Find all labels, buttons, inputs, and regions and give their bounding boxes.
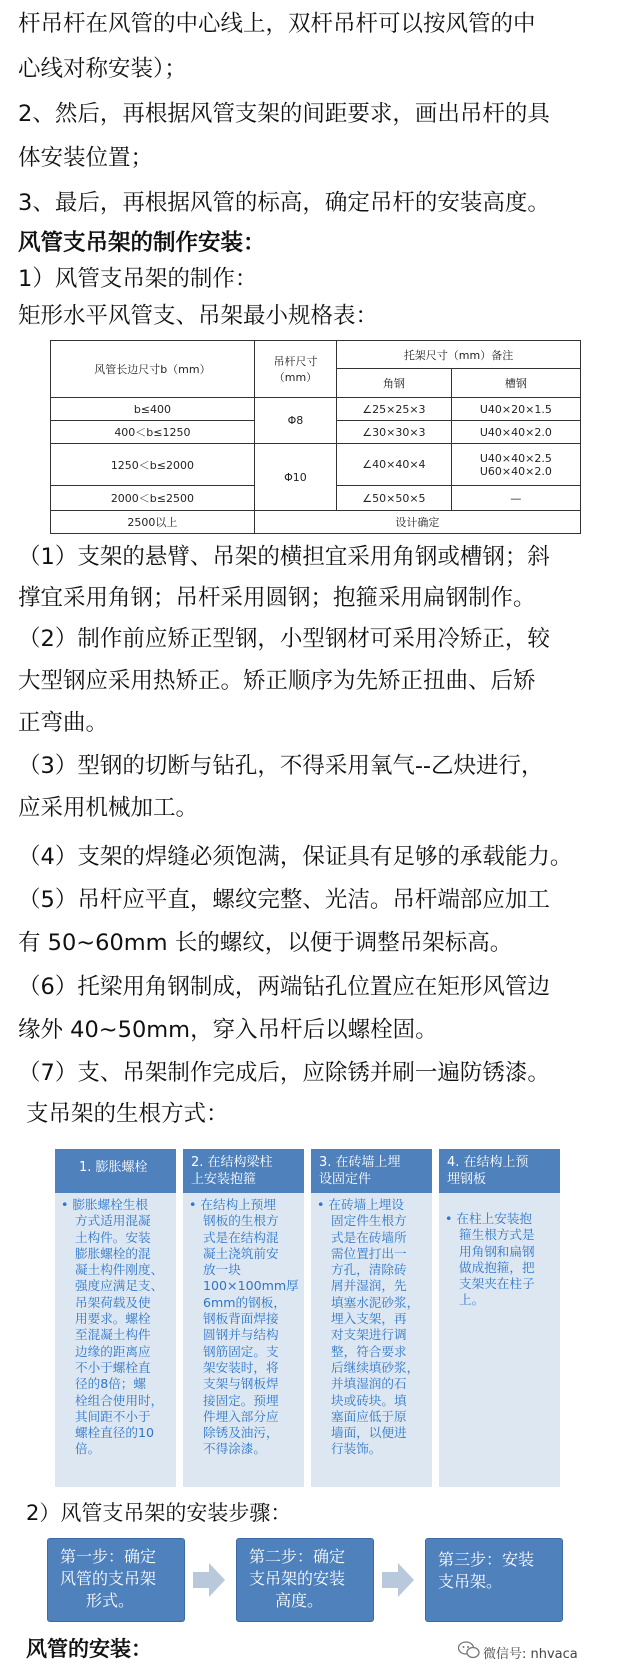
cell-channel: U40×20×1.5 bbox=[451, 397, 580, 420]
item-line: （4）支架的焊缝必须饱满，保证具有足够的承载能力。 bbox=[18, 844, 573, 870]
cell-channel-line: U40×40×2.5 bbox=[479, 451, 552, 465]
method-text-line: • 膨胀螺栓生根 bbox=[61, 1197, 148, 1212]
method-text-line: 至混凝土构件 bbox=[75, 1327, 151, 1343]
method-text-line: • 在柱上安装抱 bbox=[445, 1211, 532, 1226]
method-text-line: 圆钢并与结构 bbox=[203, 1327, 279, 1343]
method-text-line: 土构件。安装 bbox=[75, 1229, 151, 1245]
item-line: 有 50~60mm 长的螺纹，以便于调整吊架标高。 bbox=[18, 930, 513, 956]
item-line: （1）支架的悬臂、吊架的横担宜采用角钢或槽钢；斜 bbox=[18, 544, 550, 570]
step-text-line: 第三步：安装 bbox=[438, 1550, 535, 1569]
method-text-line: 栓组合使用时， bbox=[75, 1392, 164, 1408]
method-text-line: 钢板的生根方 bbox=[203, 1213, 279, 1229]
wechat-icon bbox=[458, 1641, 480, 1659]
method-card-embedded-plate bbox=[439, 1149, 560, 1487]
method-body bbox=[311, 1193, 432, 1458]
method-text-line: 屑并湿润，先 bbox=[331, 1278, 407, 1294]
method-text-line: 式是在结构混 bbox=[203, 1229, 279, 1245]
method-text-line: 用要求。螺栓 bbox=[75, 1311, 151, 1327]
method-text-line: 架安装时，将 bbox=[203, 1359, 279, 1375]
paragraph-line: 杆吊杆在风管的中心线上，双杆吊杆可以按风管的中 bbox=[18, 11, 536, 37]
method-title bbox=[55, 1149, 176, 1193]
method-text-line: 凝土构件刚度、 bbox=[75, 1262, 164, 1278]
method-text-line: 支架与钢板焊 bbox=[203, 1376, 279, 1392]
method-title-line: 设固定件 bbox=[319, 1172, 372, 1187]
method-text-line: 边缘的距离应 bbox=[75, 1343, 151, 1359]
header-rod-line: 吊杆尺寸 bbox=[273, 354, 318, 368]
method-text-line: 其间距不小于 bbox=[75, 1408, 151, 1424]
step-text-line: 第一步：确定 bbox=[60, 1547, 157, 1566]
method-text-line: 100×100mm厚 bbox=[203, 1278, 299, 1294]
item-line: （2）制作前应矫正型钢，小型钢材可采用冷矫正，较 bbox=[18, 626, 550, 652]
method-text-line: 需位置打出一 bbox=[331, 1245, 407, 1261]
method-text-line: 行装饰。 bbox=[331, 1441, 382, 1457]
method-text-line: 塞面应低于原 bbox=[331, 1408, 407, 1424]
item-line: 正弯曲。 bbox=[18, 710, 109, 736]
method-text-line: 埋入支架，再 bbox=[331, 1311, 407, 1327]
method-body bbox=[55, 1193, 176, 1458]
item-line: （3）型钢的切断与钻孔，不得采用氧气--乙炔进行， bbox=[18, 753, 544, 779]
method-text-line: 径的8倍；螺 bbox=[75, 1376, 146, 1392]
cell-channel-line: U60×40×2.0 bbox=[479, 464, 552, 478]
method-text-line: 钢板背面焊接 bbox=[203, 1311, 279, 1327]
cell-channel: U40×40×2.0 bbox=[451, 421, 580, 444]
method-text-line: 用角钢和扁钢 bbox=[459, 1243, 535, 1259]
paragraph-line: 3、最后，再根据风管的标高，确定吊杆的安装高度。 bbox=[18, 190, 550, 216]
cell-rod: Φ10 bbox=[254, 444, 336, 510]
item-line: 撑宜采用角钢；吊杆采用圆钢；抱箍采用扁钢制作。 bbox=[18, 585, 536, 611]
item-line: 缘外 40~50mm，穿入吊杆后以螺栓固。 bbox=[18, 1017, 438, 1043]
method-text-line: 后继续填砂浆， bbox=[331, 1359, 420, 1375]
header-rod-size bbox=[254, 341, 336, 398]
cell-side: 1250＜b≤2000 bbox=[51, 444, 255, 486]
section-heading: 风管支吊架的制作安装： bbox=[18, 230, 266, 256]
step-text-line: 形式。 bbox=[86, 1591, 135, 1610]
method-card-hoop bbox=[183, 1149, 304, 1487]
method-text-line: 墙面，以便进 bbox=[331, 1425, 407, 1441]
method-text-line: 做成抱箍，把 bbox=[459, 1259, 535, 1275]
method-text-line: 吊架荷载及使 bbox=[75, 1294, 151, 1310]
method-text-line: 钢筋固定。支 bbox=[203, 1343, 279, 1359]
method-text-line: 放一块 bbox=[203, 1262, 241, 1278]
method-text-line: 整，符合要求 bbox=[331, 1343, 407, 1359]
cell-rod: Φ8 bbox=[254, 397, 336, 443]
method-body bbox=[439, 1193, 560, 1309]
step-box-3 bbox=[425, 1538, 563, 1622]
method-text-line: 式是在砖墙所 bbox=[331, 1229, 407, 1245]
method-text-line: 不得涂漆。 bbox=[203, 1441, 266, 1457]
step-text-line: 第二步：确定 bbox=[249, 1547, 346, 1566]
table-caption: 矩形水平风管支、吊架最小规格表： bbox=[18, 303, 379, 329]
cell-design: 设计确定 bbox=[254, 510, 580, 533]
method-title bbox=[311, 1149, 432, 1193]
method-text-line: 不小于螺栓直 bbox=[75, 1359, 151, 1375]
method-text-line: 方孔，清除砖 bbox=[331, 1262, 407, 1278]
header-side-length: 风管长边尺寸b（mm） bbox=[51, 341, 255, 398]
method-title-line: 1. 膨胀螺栓 bbox=[79, 1160, 148, 1175]
paragraph-line: 2、然后，再根据风管支架的间距要求，画出吊杆的具 bbox=[18, 101, 550, 127]
cell-side: 2000＜b≤2500 bbox=[51, 486, 255, 510]
method-text-line: 倍。 bbox=[75, 1441, 101, 1457]
item-line: （7）支、吊架制作完成后，应除锈并刷一遍防锈漆。 bbox=[18, 1060, 550, 1086]
step-box-1 bbox=[47, 1538, 185, 1622]
method-text-line: 块或砖块。填 bbox=[331, 1392, 407, 1408]
method-text-line: • 在结构上预埋 bbox=[189, 1197, 276, 1212]
cell-angle: ∠40×40×4 bbox=[337, 444, 452, 486]
cell-channel: — bbox=[451, 486, 580, 510]
header-rod-line: （mm） bbox=[273, 370, 318, 384]
step-text-line: 风管的支吊架 bbox=[60, 1569, 157, 1588]
item-line: 应采用机械加工。 bbox=[18, 795, 199, 821]
method-text-line: 箍生根方式是 bbox=[459, 1227, 535, 1243]
method-text-line: 螺栓直径的10 bbox=[75, 1425, 154, 1441]
header-channel-steel: 槽钢 bbox=[451, 369, 580, 397]
method-text-line: 件埋入部分应 bbox=[203, 1408, 279, 1424]
method-title-line: 2. 在结构梁柱 bbox=[191, 1155, 273, 1170]
method-text-line: 方式适用混凝 bbox=[75, 1213, 151, 1229]
cell-angle: ∠50×50×5 bbox=[337, 486, 452, 510]
method-text-line: 固定件生根方 bbox=[331, 1213, 407, 1229]
step-text-line: 高度。 bbox=[275, 1591, 324, 1610]
method-title bbox=[183, 1149, 304, 1193]
method-text-line: 强度应满足支、 bbox=[75, 1278, 164, 1294]
header-angle-steel: 角钢 bbox=[337, 369, 452, 397]
item-line: （6）托梁用角钢制成，两端钻孔位置应在矩形风管边 bbox=[18, 974, 550, 1000]
header-bracket-size: 托架尺寸（mm）备注 bbox=[337, 341, 581, 369]
arrow-right-icon bbox=[193, 1563, 225, 1597]
method-text-line: 6mm的钢板， bbox=[203, 1294, 286, 1310]
section-heading: 支吊架的生根方式： bbox=[26, 1101, 229, 1127]
method-text-line: 膨胀螺栓的混 bbox=[75, 1245, 151, 1261]
method-text-line: 凝土浇筑前安 bbox=[203, 1245, 279, 1261]
method-text-line: 对支架进行调 bbox=[331, 1327, 407, 1343]
method-text-line: • 在砖墙上埋设 bbox=[317, 1197, 404, 1212]
method-text-line: 并填湿润的石 bbox=[331, 1376, 407, 1392]
cell-side: b≤400 bbox=[51, 397, 255, 420]
method-body bbox=[183, 1193, 304, 1458]
section-heading: 风管的安装： bbox=[26, 1637, 152, 1661]
method-title-line: 上安装抱箍 bbox=[191, 1172, 257, 1187]
subsection-heading: 2）风管支吊架的安装步骤： bbox=[26, 1501, 292, 1525]
step-text-line: 支吊架。 bbox=[438, 1572, 503, 1591]
method-text-line: 填塞水泥砂浆， bbox=[331, 1294, 420, 1310]
step-text-line: 支吊架的安装 bbox=[249, 1569, 346, 1588]
step-box-2 bbox=[236, 1538, 374, 1622]
method-title bbox=[439, 1149, 560, 1193]
paragraph-line: 心线对称安装）； bbox=[18, 56, 187, 82]
method-title-line: 3. 在砖墙上埋 bbox=[319, 1155, 401, 1170]
method-title-line: 埋钢板 bbox=[447, 1172, 487, 1187]
spec-table bbox=[50, 340, 581, 534]
method-card-brick-wall bbox=[311, 1149, 432, 1487]
cell-angle: ∠25×25×3 bbox=[337, 397, 452, 420]
cell-channel bbox=[451, 444, 580, 486]
item-line: 大型钢应采用热矫正。矫正顺序为先矫正扭曲、后矫 bbox=[18, 668, 536, 694]
cell-side: 2500以上 bbox=[51, 510, 255, 533]
cell-side: 400＜b≤1250 bbox=[51, 421, 255, 444]
method-text-line: 接固定。预埋 bbox=[203, 1392, 279, 1408]
watermark-text: 微信号: nhvaca bbox=[483, 1647, 578, 1662]
method-text-line: 支架夹在柱子 bbox=[459, 1276, 535, 1292]
method-title-line: 4. 在结构上预 bbox=[447, 1155, 529, 1170]
paragraph-line: 体安装位置； bbox=[18, 145, 154, 171]
cell-angle: ∠30×30×3 bbox=[337, 421, 452, 444]
item-line: （5）吊杆应平直，螺纹完整、光洁。吊杆端部应加工 bbox=[18, 887, 550, 913]
method-text-line: 除锈及油污， bbox=[203, 1425, 279, 1441]
subsection-heading: 1）风管支吊架的制作： bbox=[18, 266, 258, 292]
arrow-right-icon bbox=[382, 1563, 414, 1597]
method-card-expansion-bolt bbox=[55, 1149, 176, 1487]
method-text-line: 上。 bbox=[459, 1292, 485, 1308]
